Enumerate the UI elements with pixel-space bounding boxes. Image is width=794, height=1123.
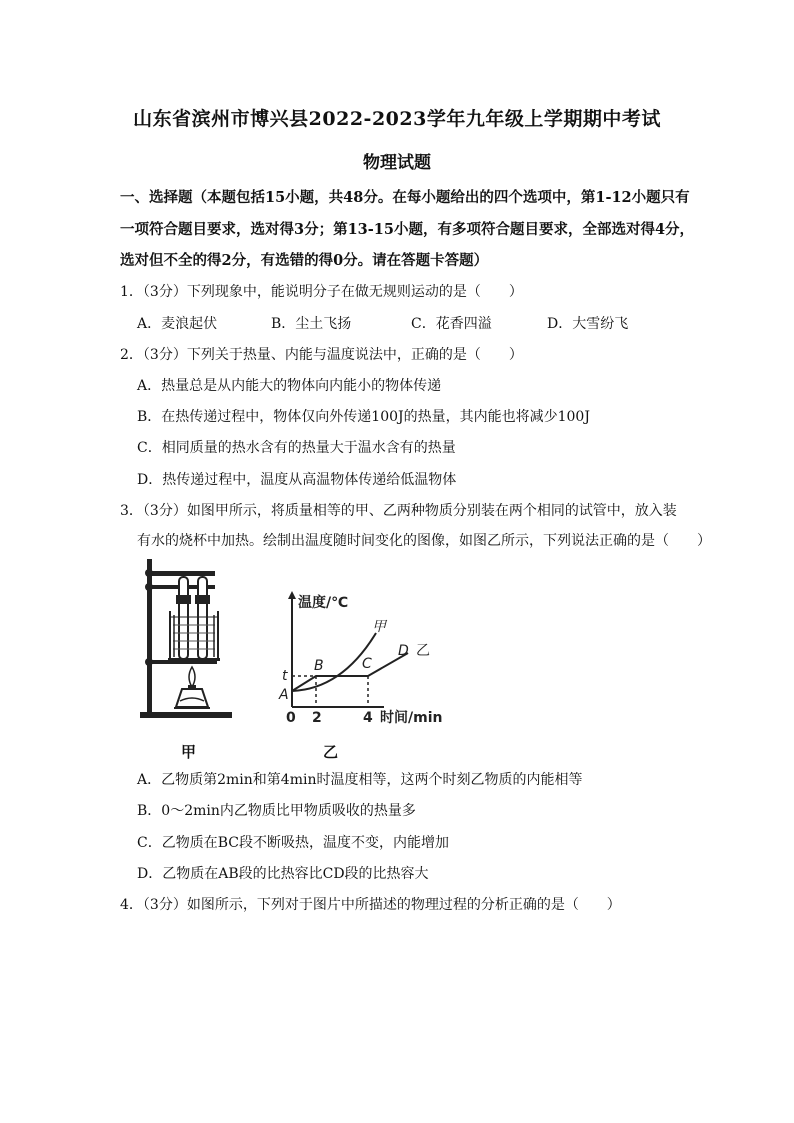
temperature-graph-svg [272, 585, 452, 725]
question-3-option-c: C．乙物质在BC段不断吸热，温度不变，内能增加 [137, 835, 449, 851]
point-b-label: B [314, 658, 324, 674]
question-2-option-c: C．相同质量的热水含有的热量大于温水含有的热量 [137, 440, 456, 456]
curve-yi-label: 乙 [416, 643, 430, 659]
heating-apparatus-drawing [138, 555, 238, 725]
tick-2-label: 2 [312, 710, 322, 725]
question-2-option-a: A．热量总是从内能大的物体向内能小的物体传递 [137, 378, 442, 394]
y-axis-arrow [288, 591, 296, 599]
y-axis-label: 温度/℃ [298, 595, 349, 611]
apparatus-figure [138, 555, 238, 725]
section-instructions-line1: 一、选择题（本题包括15小题，共48分。在每小题给出的四个选项中，第1-12小题只有 [120, 189, 690, 206]
question-3-option-d: D．乙物质在AB段的比热容比CD段的比热容大 [137, 866, 429, 882]
question-1-option-d: D．大雪纷飞 [547, 316, 629, 332]
tick-4-label: 4 [363, 710, 373, 725]
section-instructions-line2: 一项符合题目要求，选对得3分；第13-15小题，有多项符合题目要求，全部选对得4分， [120, 221, 695, 238]
point-d-label: D [398, 643, 409, 659]
t-label: t [282, 668, 288, 684]
figure-jia-caption: 甲 [181, 743, 197, 761]
figure-yi-caption: 乙 [323, 743, 339, 761]
question-2-option-d: D．热传递过程中，温度从高温物体传递给低温物体 [137, 472, 457, 488]
temperature-time-graph [272, 585, 452, 725]
origin-label: 0 [286, 710, 296, 725]
question-3-stem-line1: 3．（3分）如图甲所示，将质量相等的甲、乙两种物质分别装在两个相同的试管中，放入装 [120, 503, 677, 519]
question-1-option-b: B．尘土飞扬 [271, 316, 352, 332]
question-1-stem: 1．（3分）下列现象中，能说明分子在做无规则运动的是（ ） [120, 284, 523, 300]
question-1-option-c: C．花香四溢 [411, 316, 492, 332]
question-3-option-a: A．乙物质第2min和第4min时温度相等，这两个时刻乙物质的内能相等 [137, 772, 583, 788]
section-instructions-line3: 选对但不全的得2分，有选错的得0分。请在答题卡答题） [120, 252, 489, 269]
question-2-option-b: B．在热传递过程中，物体仅向外传递100J的热量，其内能也将减少100J [137, 409, 590, 425]
question-3-option-b: B．0～2min内乙物质比甲物质吸收的热量多 [137, 803, 416, 819]
question-4-stem: 4．（3分）如图所示，下列对于图片中所描述的物理过程的分析正确的是（ ） [120, 897, 621, 913]
x-axis-label: 时间/min [380, 710, 443, 725]
point-a-label: A [279, 687, 289, 703]
question-1-option-a: A．麦浪起伏 [137, 316, 218, 332]
question-2-stem: 2．（3分）下列关于热量、内能与温度说法中，正确的是（ ） [120, 347, 523, 363]
page-title: 山东省滨州市博兴县2022-2023学年九年级上学期期中考试 [133, 108, 661, 130]
question-3-stem-line2: 有水的烧杯中加热。绘制出温度随时间变化的图像，如图乙所示，下列说法正确的是（ ） [137, 533, 711, 549]
point-c-label: C [362, 656, 372, 672]
curve-jia-label: 甲 [372, 619, 386, 635]
curve-yi [292, 653, 408, 691]
page-subtitle: 物理试题 [363, 153, 431, 173]
